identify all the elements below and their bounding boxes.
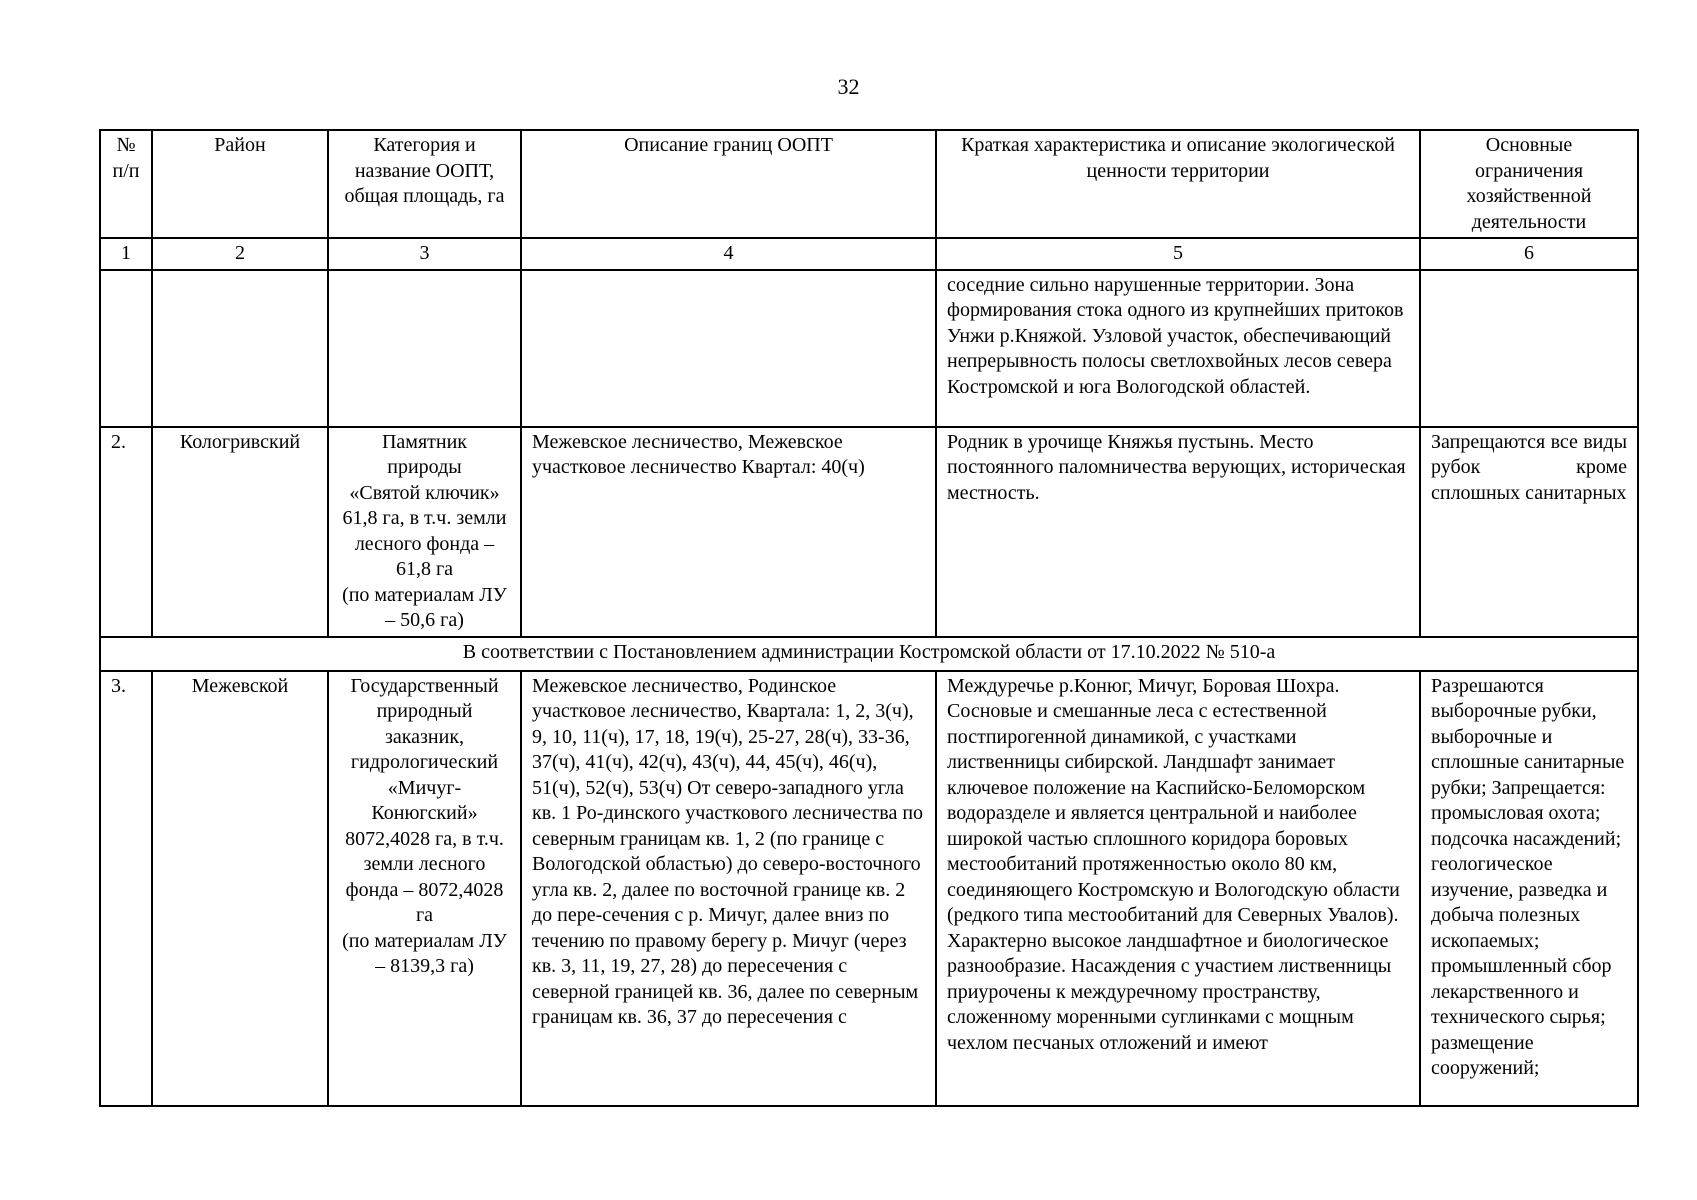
row-number-cell bbox=[100, 270, 152, 427]
category-line: «Мичуг- bbox=[387, 776, 462, 799]
category-line: Памятник bbox=[381, 430, 468, 453]
column-number-row bbox=[100, 238, 1638, 270]
category-cell bbox=[328, 671, 521, 1106]
district-cell: Кологривский bbox=[152, 427, 328, 637]
category-line: заказник, bbox=[384, 725, 465, 748]
table-row bbox=[100, 427, 1638, 637]
category-line: природный bbox=[376, 700, 473, 722]
category-line: природы bbox=[387, 456, 462, 478]
header-restrictions: Основные ограничения хозяйственной деятельности bbox=[1420, 130, 1638, 238]
column-number: 3 bbox=[328, 238, 521, 270]
category-line: «Святой ключик» bbox=[349, 481, 500, 504]
table-row bbox=[100, 270, 1638, 427]
category-line: га bbox=[415, 904, 434, 926]
category-line: лесного фонда – bbox=[354, 532, 495, 555]
table-row bbox=[100, 671, 1638, 1106]
page-number: 32 bbox=[837, 74, 860, 99]
column-number: 2 bbox=[152, 238, 328, 270]
category-line: 61,8 га, в т.ч. земли bbox=[342, 507, 507, 529]
header-district: Район bbox=[152, 130, 328, 238]
category-line: (по материалам ЛУ bbox=[342, 583, 507, 606]
category-line: – 50,6 га) bbox=[385, 609, 464, 631]
category-cell bbox=[328, 270, 521, 427]
boundaries-cell: Межевское лесничество, Межевское участковое лесничество Квартал: 40(ч) bbox=[521, 427, 936, 637]
oopt-table bbox=[99, 129, 1639, 1107]
category-line: Государственный bbox=[350, 674, 499, 697]
column-number: 5 bbox=[936, 238, 1420, 270]
section-banner-row bbox=[100, 637, 1638, 671]
boundaries-cell bbox=[521, 270, 936, 427]
category-line: – 8139,3 га) bbox=[375, 955, 474, 977]
description-cell: Родник в урочище Княжья пустынь. Место постоянного паломничества верующих, историческая местность. bbox=[936, 427, 1420, 637]
restrictions-cell bbox=[1420, 270, 1638, 427]
restrictions-cell: Запрещаются все виды рубок кроме сплошных санитарных bbox=[1420, 427, 1638, 637]
category-line: Конюгский» bbox=[371, 802, 478, 824]
category-line: 8072,4028 га, в т.ч. bbox=[345, 827, 504, 850]
restrictions-cell: Разрешаются выборочные рубки, выборочные и сплошные санитарные рубки; Запрещается: промысловая охота; подсочка насаждений; геологическое изучение, разведка и добыча полезных ископаемых; промышленный сбор лекарственного и технического сырья; размещение сооружений; bbox=[1420, 671, 1638, 1106]
category-cell bbox=[328, 427, 521, 637]
header-number: № п/п bbox=[100, 130, 152, 238]
category-line: 61,8 га bbox=[395, 558, 454, 580]
category-line: гидрологический bbox=[350, 751, 499, 773]
column-number: 4 bbox=[521, 238, 936, 270]
description-cell: Междуречье р.Конюг, Мичуг, Боровая Шохра. Сосновые и смешанные леса с естественной постпирогенной динамикой, с участками лиственницы сибирской. Ландшафт занимает ключевое положение на Каспийско-Беломорском водоразделе и является центральной и наиболее широкой частью сплошного коридора боровых местообитаний протяженностью около 80 км, соединяющего Костромскую и Вологодскую области (редкого типа местообитаний для Северных Увалов). Характерно высокое ландшафтное и биологическое разнообразие. Насаждения с участием лиственницы приурочены к междуречному пространству, сложенному моренными суглинками с мощным чехлом песчаных отложений и имеют bbox=[936, 671, 1420, 1106]
column-number: 1 bbox=[100, 238, 152, 270]
row-number-cell: 3. bbox=[100, 671, 152, 1106]
header-description: Краткая характеристика и описание экологической ценности территории bbox=[936, 130, 1420, 238]
column-number: 6 bbox=[1420, 238, 1638, 270]
section-banner: В соответствии с Постановлением администрации Костромской области от 17.10.2022 № 510-а bbox=[100, 637, 1638, 671]
district-cell: Межевской bbox=[152, 671, 328, 1106]
header-boundaries: Описание границ ООПТ bbox=[521, 130, 936, 238]
boundaries-cell: Межевское лесничество, Родинское участковое лесничество, Квартала: 1, 2, 3(ч), 9, 10, 11(ч), 17, 18, 19(ч), 25-27, 28(ч), 33-36, 37(ч), 41(ч), 42(ч), 43(ч), 44, 45(ч), 46(ч), 51(ч), 52(ч), 53(ч) От северо-западного угла кв. 1 Ро-динского участкового лесничества по северным границам кв. 1, 2 (по границе с Вологодской областью) до северо-восточного угла кв. 2, далее по восточной границе кв. 2 до пере-сечения с р. Мичуг, далее вниз по течению по правому берегу р. Мичуг (через кв. 3, 11, 19, 27, 28) до пересечения с северной границей кв. 36, далее по северным границам кв. 36, 37 до пересечения с bbox=[521, 671, 936, 1106]
row-number-cell: 2. bbox=[100, 427, 152, 637]
category-line: (по материалам ЛУ bbox=[342, 929, 507, 952]
table-header-row bbox=[100, 130, 1638, 238]
header-category: Категория и название ООПТ, общая площадь, га bbox=[328, 130, 521, 238]
description-cell: соседние сильно нарушенные территории. Зона формирования стока одного из крупнейших притоков Унжи р.Княжой. Узловой участок, обеспечивающий непрерывность полосы светлохвойных лесов севера Костромской и юга Вологодской областей. bbox=[936, 270, 1420, 427]
district-cell bbox=[152, 270, 328, 427]
category-line: фонда – 8072,4028 bbox=[345, 878, 504, 901]
category-line: земли лесного bbox=[363, 853, 486, 875]
